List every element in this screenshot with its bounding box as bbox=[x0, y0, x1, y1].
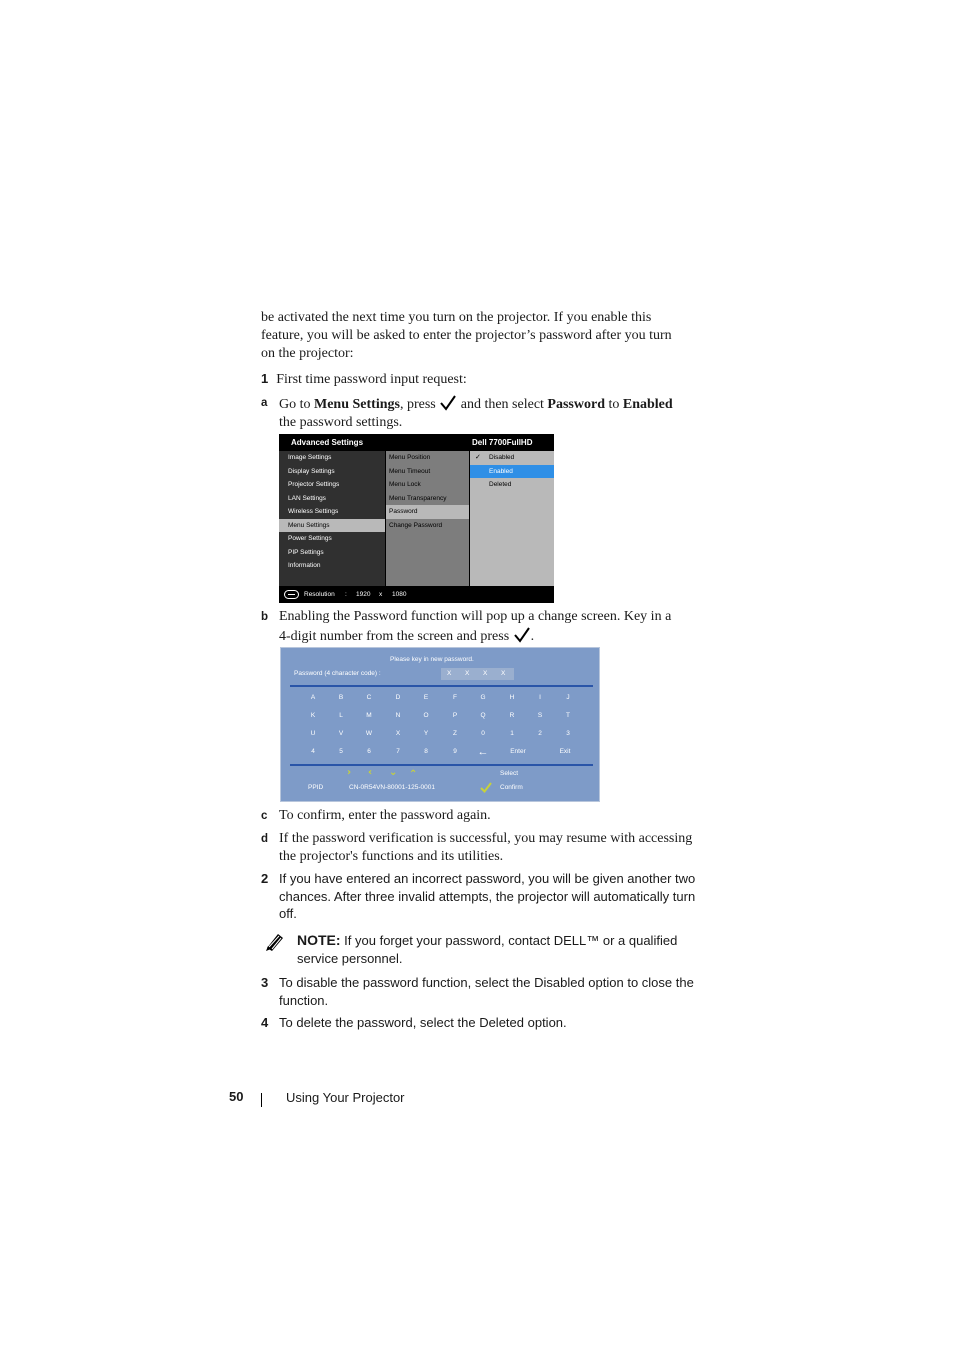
key[interactable]: J bbox=[566, 694, 570, 701]
step-1c-text: To confirm, enter the password again. bbox=[279, 808, 491, 823]
step-2-number: 2 bbox=[261, 871, 269, 886]
osd-menu-item-selected[interactable]: Menu Settings bbox=[279, 519, 385, 533]
footer-section-title: Using Your Projector bbox=[286, 1090, 405, 1105]
osd-menu-item[interactable]: Wireless Settings bbox=[288, 508, 339, 515]
step-4-text: To delete the password, select the Deleted option. bbox=[279, 1015, 567, 1030]
osd-options bbox=[470, 451, 554, 586]
checkmark-icon: ✓ bbox=[475, 454, 481, 461]
step-1c-label: c bbox=[261, 810, 268, 822]
intro-line-2: feature, you will be asked to enter the projector’s password after you turn bbox=[261, 328, 672, 343]
key[interactable]: Z bbox=[453, 730, 457, 737]
step-1b-text: Enabling the Password function will pop up a change screen. Key in a 4-digit number from the screen and press . bbox=[279, 609, 672, 644]
keypad-title: Please key in new password. bbox=[390, 656, 474, 663]
key[interactable]: R bbox=[509, 712, 515, 719]
page-number: 50 bbox=[229, 1089, 244, 1104]
key[interactable]: H bbox=[509, 694, 515, 701]
key[interactable]: N bbox=[395, 712, 401, 719]
intro-line-1: be activated the next time you turn on the projector. If you enable this bbox=[261, 310, 652, 325]
osd-header bbox=[279, 434, 554, 451]
key[interactable]: C bbox=[366, 694, 372, 701]
key[interactable]: 0 bbox=[481, 730, 485, 737]
key[interactable]: A bbox=[310, 694, 316, 701]
password-mask-char: X bbox=[501, 670, 506, 677]
osd-option-disabled[interactable]: ✓ Disabled bbox=[470, 451, 554, 465]
key[interactable]: V bbox=[338, 730, 344, 737]
key[interactable]: D bbox=[395, 694, 401, 701]
key[interactable]: O bbox=[423, 712, 429, 719]
note-label: NOTE: bbox=[297, 932, 341, 948]
key[interactable]: W bbox=[365, 730, 373, 737]
intro-line-3: on the projector: bbox=[261, 346, 354, 361]
step-1 bbox=[261, 370, 467, 388]
step-1a-text: Go to Menu Settings, press and then select Password to Enabled the password settings. bbox=[279, 394, 704, 432]
osd-password-keypad bbox=[280, 647, 600, 802]
osd-menu-item[interactable]: Power Settings bbox=[288, 535, 332, 542]
key[interactable]: 9 bbox=[453, 748, 457, 755]
key[interactable]: K bbox=[310, 712, 316, 719]
step-2-text: If you have entered an incorrect password, you will be given another two chances. After three invalid attempts, the projector will automatically turn off. bbox=[279, 871, 696, 921]
key[interactable]: T bbox=[566, 712, 570, 719]
osd-model-name: Dell 7700FullHD bbox=[472, 438, 533, 447]
step-3-number: 3 bbox=[261, 975, 269, 990]
key[interactable]: Q bbox=[480, 712, 486, 719]
osd-menu-item[interactable]: Projector Settings bbox=[288, 481, 340, 488]
ppid-value: CN-0R54VN-80001-125-0001 bbox=[349, 784, 435, 791]
down-arrow-icon: ⌄ bbox=[389, 767, 398, 778]
key[interactable]: P bbox=[452, 712, 458, 719]
step-1d-label: d bbox=[261, 833, 269, 845]
footer-divider bbox=[261, 1093, 262, 1107]
ppid-label: PPID bbox=[308, 784, 324, 791]
checkmark-icon bbox=[439, 394, 457, 412]
input-source-icon bbox=[284, 590, 299, 599]
password-mask-char: X bbox=[483, 670, 488, 677]
step-3-text: To disable the password function, select the Disabled option to close the function. bbox=[279, 975, 694, 1008]
key[interactable]: 2 bbox=[538, 730, 542, 737]
select-hint: Select bbox=[500, 770, 519, 777]
password-prompt: Password (4 character code) : bbox=[294, 670, 381, 677]
key[interactable]: 5 bbox=[339, 748, 343, 755]
step-1-text: First time password input request: bbox=[276, 372, 467, 387]
note-text-line-2: service personnel. bbox=[297, 951, 403, 966]
key[interactable]: X bbox=[395, 730, 401, 737]
key[interactable]: F bbox=[453, 694, 457, 701]
resolution-height: 1080 bbox=[392, 591, 407, 598]
backspace-key[interactable]: ← bbox=[477, 746, 489, 758]
key[interactable]: G bbox=[480, 694, 486, 701]
osd-submenu-item[interactable]: Menu Lock bbox=[389, 481, 421, 488]
key[interactable]: S bbox=[537, 712, 543, 719]
osd-menu-item[interactable]: Information bbox=[288, 562, 321, 569]
osd-submenu-item[interactable]: Menu Position bbox=[389, 454, 431, 461]
key[interactable]: 7 bbox=[396, 748, 400, 755]
resolution-width: 1920 bbox=[356, 591, 371, 598]
confirm-hint: Confirm bbox=[500, 784, 523, 791]
osd-header-title: Advanced Settings bbox=[291, 438, 364, 447]
osd-footer bbox=[279, 586, 554, 603]
step-1b-label: b bbox=[261, 611, 269, 623]
right-arrow-icon: › bbox=[347, 767, 352, 778]
step-1d-text: If the password verification is successful, you may resume with accessing the projector's functions and its utilities. bbox=[279, 831, 693, 864]
osd-submenu-item[interactable]: Menu Timeout bbox=[389, 467, 431, 475]
osd-submenu-item[interactable]: Menu Transparency bbox=[389, 494, 447, 502]
intro-paragraph bbox=[261, 309, 706, 363]
enter-key[interactable]: Enter bbox=[510, 748, 526, 755]
osd-advanced-settings-menu bbox=[279, 434, 554, 603]
left-arrow-icon: ‹ bbox=[368, 767, 373, 778]
step-1a-label: a bbox=[261, 397, 268, 409]
osd-menu-item[interactable]: Display Settings bbox=[288, 467, 335, 475]
key[interactable]: 8 bbox=[424, 748, 428, 755]
note-block bbox=[297, 931, 717, 968]
osd-option-deleted[interactable]: Deleted bbox=[489, 481, 512, 488]
checkmark-icon bbox=[513, 626, 531, 644]
key[interactable]: 1 bbox=[510, 730, 514, 737]
exit-key[interactable]: Exit bbox=[559, 748, 571, 755]
key[interactable]: 6 bbox=[367, 748, 371, 755]
osd-menu-item[interactable]: PIP Settings bbox=[288, 548, 324, 556]
resolution-x: x bbox=[379, 591, 383, 598]
resolution-label: Resolution bbox=[304, 591, 335, 598]
step-4-number: 4 bbox=[261, 1015, 269, 1030]
osd-submenu-item-selected[interactable]: Password bbox=[386, 505, 469, 519]
osd-submenu bbox=[386, 451, 469, 586]
password-mask-char: X bbox=[465, 670, 470, 677]
resolution-colon: : bbox=[345, 591, 347, 598]
step-1-number: 1 bbox=[261, 371, 269, 386]
osd-menu-item[interactable]: LAN Settings bbox=[288, 494, 326, 502]
key[interactable]: B bbox=[338, 694, 344, 701]
key[interactable]: I bbox=[539, 694, 541, 701]
key[interactable]: E bbox=[423, 694, 429, 701]
key[interactable]: M bbox=[366, 712, 372, 719]
password-mask-char: X bbox=[447, 670, 452, 677]
osd-option-enabled[interactable]: Enabled bbox=[470, 465, 554, 479]
password-mask-field[interactable] bbox=[441, 668, 514, 680]
key[interactable]: Y bbox=[423, 730, 429, 737]
note-text-line-1: If you forget your password, contact DELL™ or a qualified bbox=[340, 933, 678, 948]
up-arrow-icon: ⌃ bbox=[409, 769, 418, 780]
key[interactable]: L bbox=[339, 712, 343, 719]
divider-bottom bbox=[290, 764, 593, 766]
osd-submenu-item[interactable]: Change Password bbox=[389, 521, 443, 529]
note-pencil-icon bbox=[264, 930, 286, 952]
key[interactable]: 3 bbox=[566, 730, 570, 737]
confirm-check-icon bbox=[480, 782, 492, 793]
key[interactable]: U bbox=[310, 730, 316, 737]
osd-main-menu bbox=[279, 451, 385, 586]
key[interactable]: 4 bbox=[311, 748, 315, 755]
divider-top bbox=[290, 685, 593, 687]
osd-menu-item[interactable]: Image Settings bbox=[288, 454, 332, 461]
